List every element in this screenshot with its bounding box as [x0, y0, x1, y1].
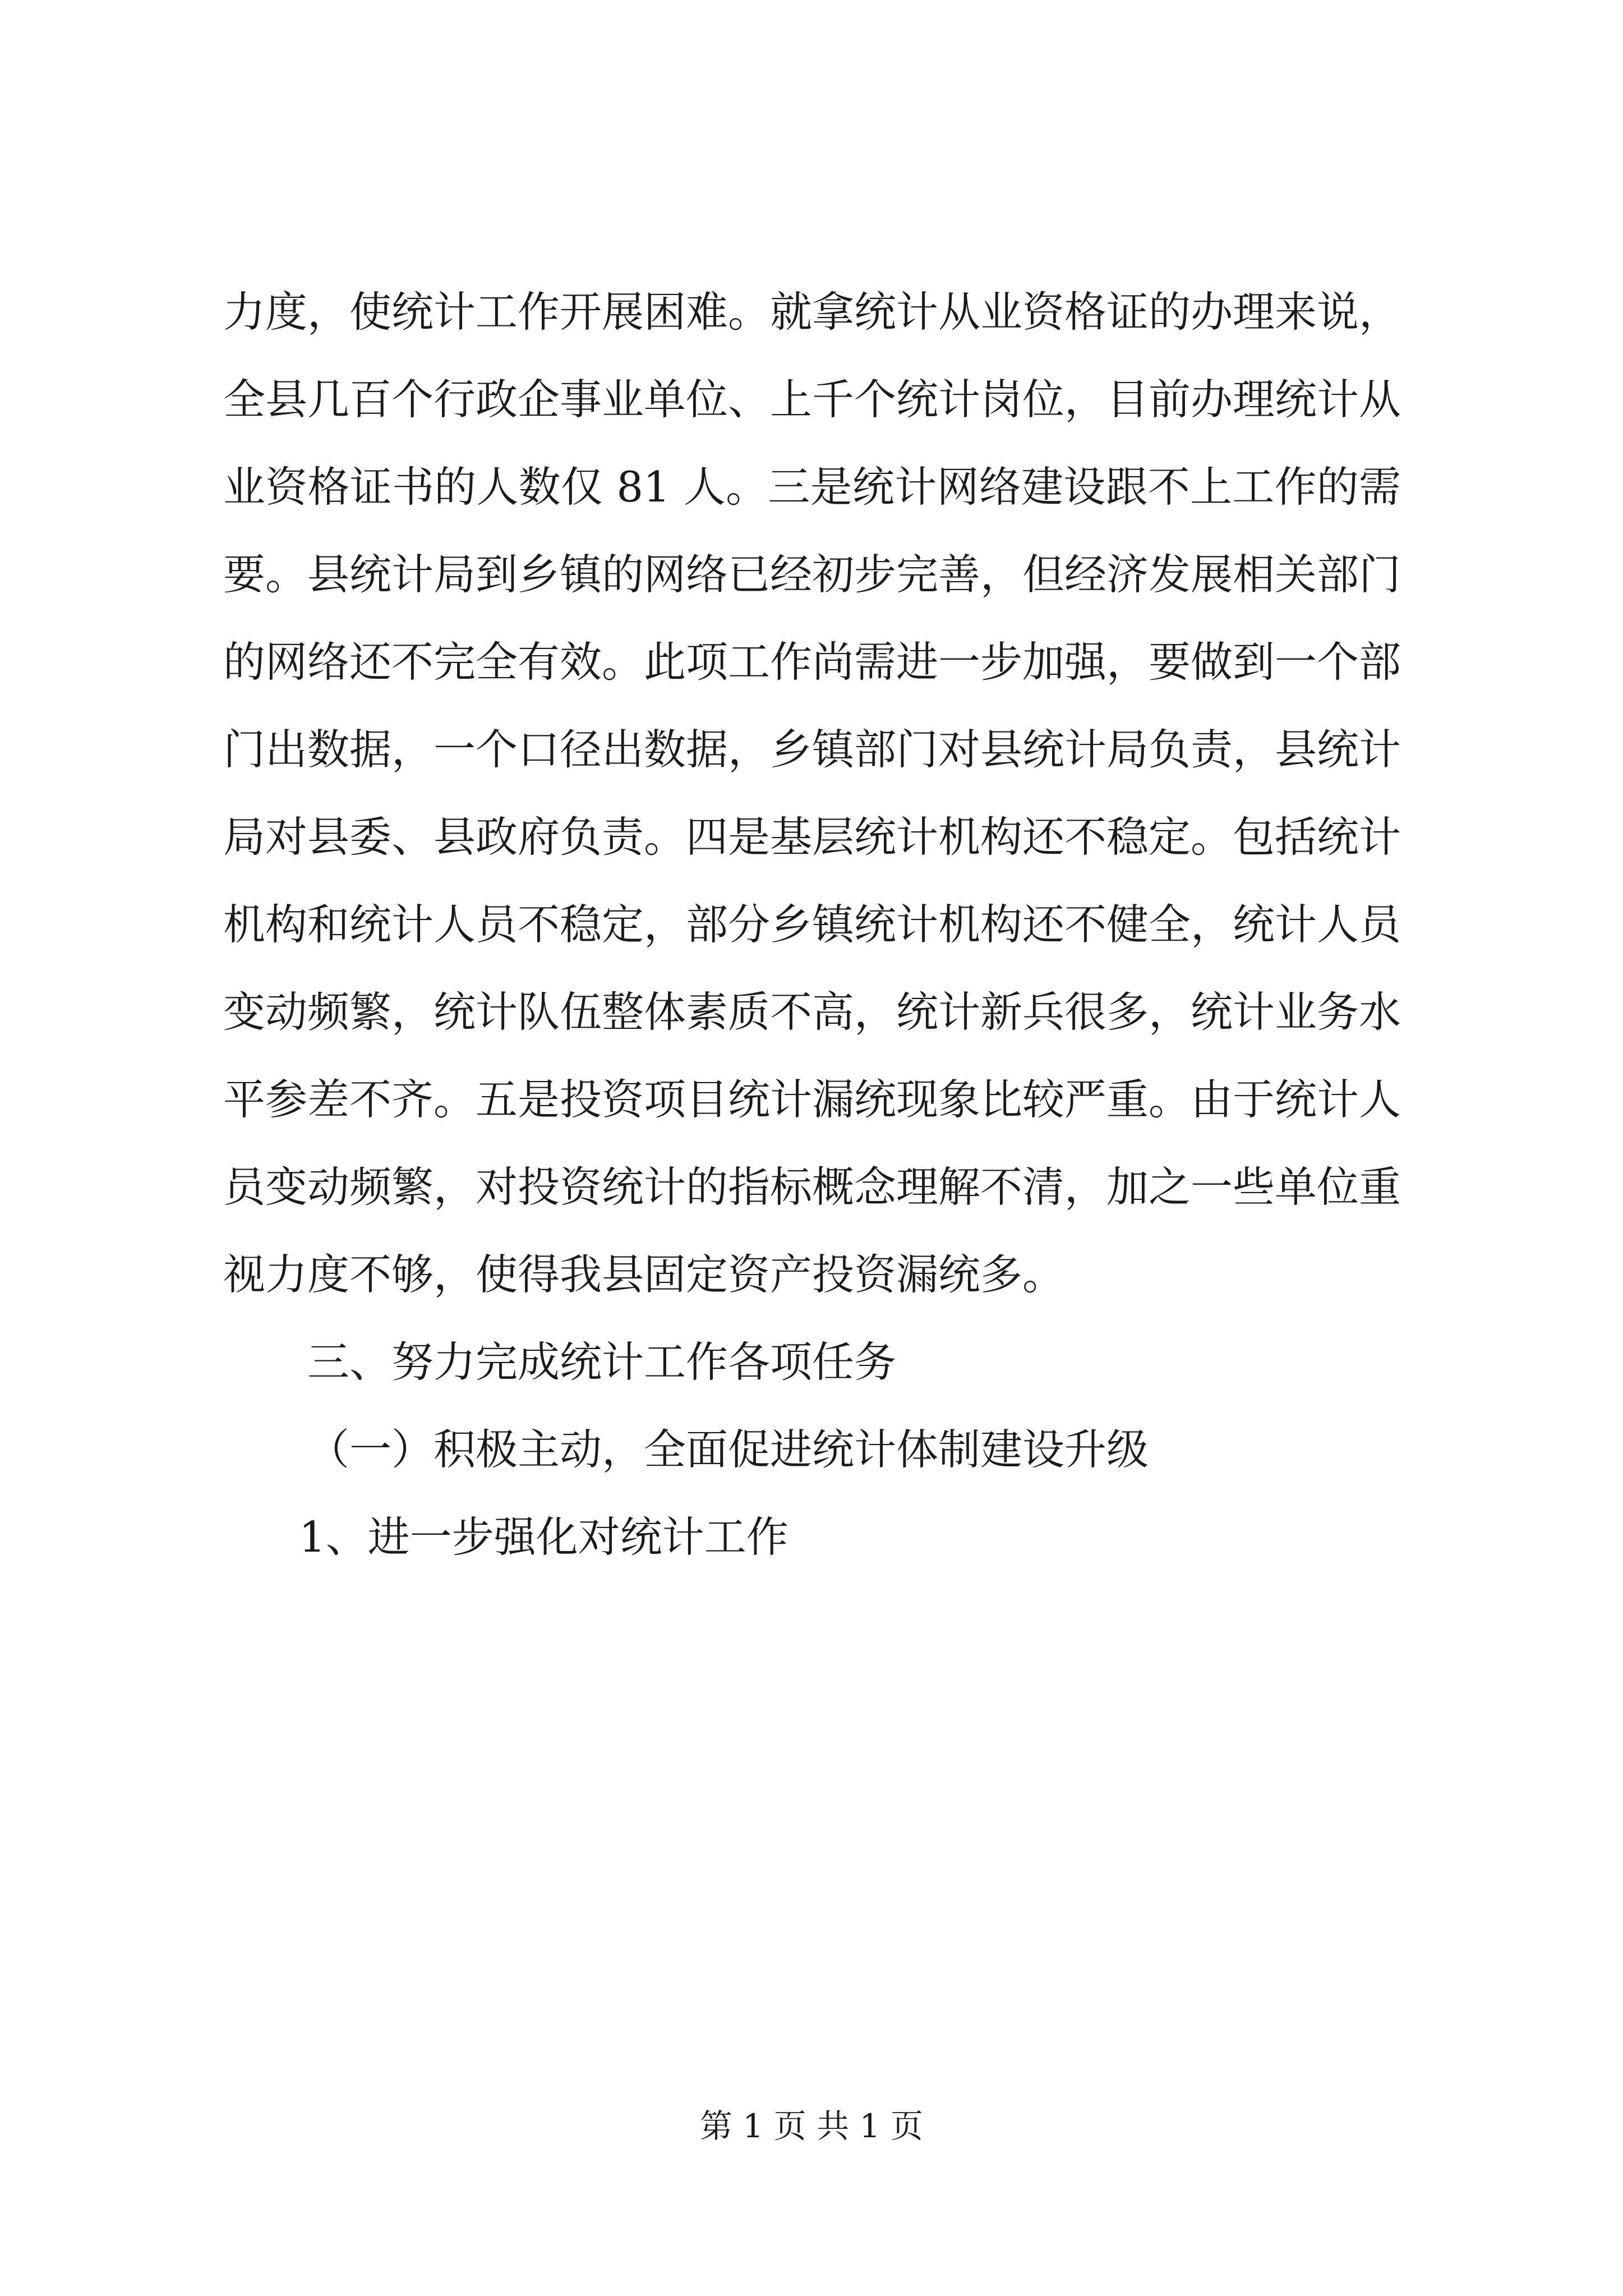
paragraph-line: 业资格证书的人数仅 81 人。三是统计网络建设跟不上工作的需	[223, 462, 1401, 512]
paragraph-line: 门出数据，一个口径出数据，乡镇部门对县统计局负责，县统计	[223, 725, 1401, 774]
paragraph-line: 视力度不够，使得我县固定资产投资漏统多。	[223, 1250, 1065, 1299]
item-heading: 1、进一步强化对统计工作	[299, 1512, 789, 1562]
paragraph-line: 的网络还不完全有效。此项工作尚需进一步加强，要做到一个部	[223, 637, 1401, 687]
paragraph-line: 员变动频繁，对投资统计的指标概念理解不清，加之一些单位重	[223, 1162, 1401, 1212]
paragraph-line: 全县几百个行政企事业单位、上千个统计岗位，目前办理统计从	[223, 375, 1401, 424]
page-footer: 第 1 页 共 1 页	[700, 2107, 923, 2145]
paragraph-line: 平参差不齐。五是投资项目统计漏统现象比较严重。由于统计人	[223, 1075, 1401, 1124]
paragraph-line: 变动频繁，统计队伍整体素质不高，统计新兵很多，统计业务水	[223, 987, 1401, 1037]
paragraph-line: 要。县统计局到乡镇的网络已经初步完善，但经济发展相关部门	[223, 550, 1401, 599]
paragraph-line: 力度，使统计工作开展困难。就拿统计从业资格证的办理来说，	[223, 287, 1401, 337]
paragraph-line: 机构和统计人员不稳定，部分乡镇统计机构还不健全，统计人员	[223, 900, 1401, 949]
subsection-heading: （一）积极主动，全面促进统计体制建设升级	[307, 1425, 1149, 1474]
section-heading: 三、努力完成统计工作各项任务	[307, 1337, 897, 1387]
document-body	[223, 268, 1401, 1581]
paragraph-line: 局对县委、县政府负责。四是基层统计机构还不稳定。包括统计	[223, 812, 1401, 862]
